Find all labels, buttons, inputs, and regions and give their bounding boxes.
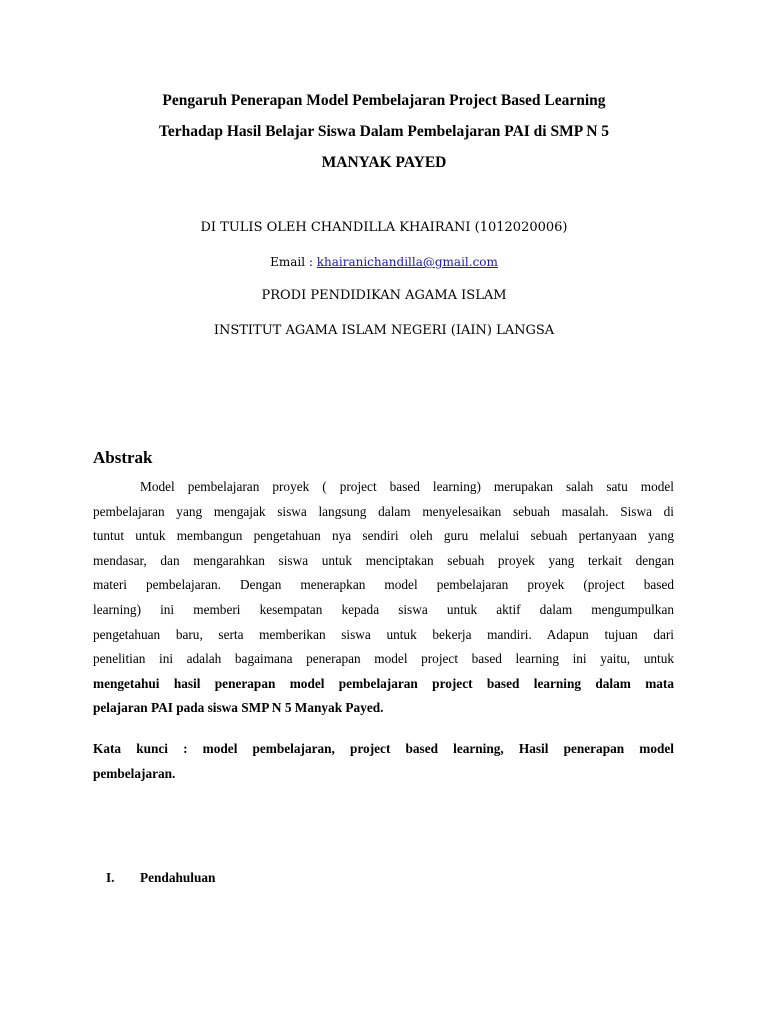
abstract-line: tuntut untuk membangun pengetahuan nya sendiri oleh guru melalui sebuah pertanyaan yang <box>93 528 674 544</box>
title-line: MANYAK PAYED <box>321 154 447 171</box>
section-number: I. <box>106 870 115 885</box>
abstract-line: mengetahui hasil penerapan model pembelajaran project based learning dalam mata <box>93 675 674 691</box>
section-heading <box>106 870 215 886</box>
title-line: Terhadap Hasil Belajar Siswa Dalam Pembelajaran PAI di SMP N 5 <box>158 123 610 140</box>
author-line: DI TULIS OLEH CHANDILLA KHAIRANI (1012020006) <box>200 220 568 235</box>
program-line: PRODI PENDIDIKAN AGAMA ISLAM <box>261 288 507 303</box>
keywords <box>93 736 674 786</box>
email-line <box>90 255 678 269</box>
abstract-line: learning) ini memberi kesempatan kepada siswa untuk aktif dalam mengumpulkan <box>93 601 674 617</box>
abstract-line: materi pembelajaran. Dengan menerapkan model pembelajaran proyek (project based <box>93 577 674 593</box>
keywords-line: Kata kunci : model pembelajaran, project based learning, Hasil penerapan model <box>93 741 674 756</box>
abstract-line: pembelajaran yang mengajak siswa langsung dalam menyelesaikan sebuah masalah. Siswa di <box>93 503 674 519</box>
abstract-body <box>93 475 674 721</box>
abstract-line: pelajaran PAI pada siswa SMP N 5 Manyak Payed. <box>93 700 384 716</box>
abstract-heading: Abstrak <box>93 448 153 467</box>
keywords-line: pembelajaran. <box>93 766 176 781</box>
paper-title <box>90 85 678 178</box>
abstract-line: mendasar, dan mengarahkan siswa untuk menciptakan sebuah proyek yang terkait dengan <box>93 552 674 568</box>
institution-line: INSTITUT AGAMA ISLAM NEGERI (IAIN) LANGSA <box>213 323 555 338</box>
email-link[interactable]: khairanichandilla@gmail.com <box>316 255 498 269</box>
abstract-line: Model pembelajaran proyek ( project based learning) merupakan salah satu model <box>140 479 674 494</box>
abstract-line: penelitian ini adalah bagaimana penerapan model project based learning ini yaitu, untuk <box>93 651 674 667</box>
abstract-line: pengetahuan baru, serta memberikan siswa untuk bekerja mandiri. Adapun tujuan dari <box>93 626 674 642</box>
title-line: Pengaruh Penerapan Model Pembelajaran Project Based Learning <box>162 92 606 109</box>
email-label: Email : <box>270 255 317 269</box>
section-title: Pendahuluan <box>140 870 216 885</box>
